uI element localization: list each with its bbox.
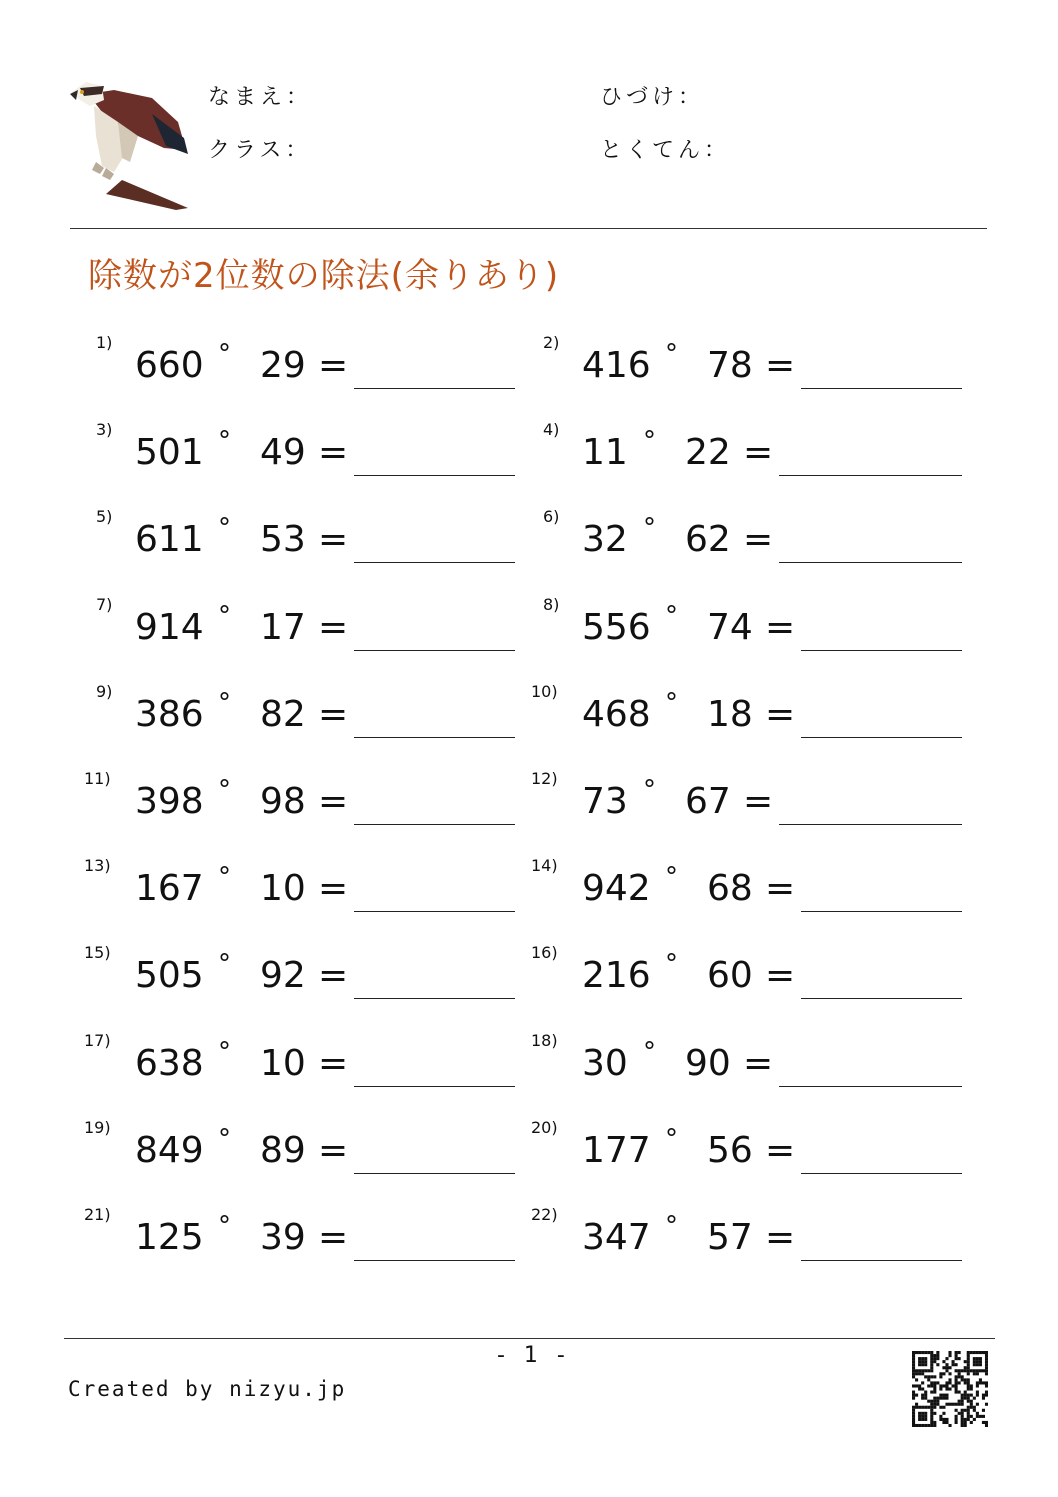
answer-line[interactable]: [801, 1260, 962, 1261]
answer-line[interactable]: [354, 998, 515, 999]
problem-number: 10): [531, 682, 558, 701]
division-operator: °: [665, 601, 678, 631]
problem-item: [529, 1118, 969, 1178]
page-number: - 1 -: [497, 1343, 571, 1368]
problem-number: 21): [84, 1205, 111, 1224]
equals-sign: =: [743, 519, 774, 560]
problem-number: 12): [531, 769, 558, 788]
equals-sign: =: [318, 345, 349, 386]
dividend: 125: [135, 1217, 204, 1258]
dividend: 167: [135, 868, 204, 909]
problem-item: [529, 769, 969, 829]
dividend: 386: [135, 694, 204, 735]
problem-item: [82, 333, 522, 393]
division-operator: °: [218, 1211, 231, 1241]
division-operator: °: [218, 1037, 231, 1067]
dividend: 942: [582, 868, 651, 909]
dividend: 347: [582, 1217, 651, 1258]
divisor: 92: [260, 955, 306, 996]
equals-sign: =: [318, 868, 349, 909]
problem-number: 1): [96, 333, 113, 352]
equals-sign: =: [743, 781, 774, 822]
problem-item: [82, 595, 522, 655]
equals-sign: =: [765, 955, 796, 996]
division-operator: °: [665, 949, 678, 979]
qr-code: [912, 1351, 988, 1427]
dividend: 501: [135, 432, 204, 473]
equals-sign: =: [765, 607, 796, 648]
problem-item: [82, 1118, 522, 1178]
problem-number: 20): [531, 1118, 558, 1137]
problem-number: 16): [531, 943, 558, 962]
equals-sign: =: [318, 955, 349, 996]
equals-sign: =: [743, 1043, 774, 1084]
division-operator: °: [218, 339, 231, 369]
dividend: 611: [135, 519, 204, 560]
date-label: ひづけ：: [600, 85, 705, 110]
problem-number: 11): [84, 769, 111, 788]
answer-line[interactable]: [801, 388, 962, 389]
problem-item: [529, 1205, 969, 1265]
problem-number: 9): [96, 682, 113, 701]
divisor: 67: [685, 781, 731, 822]
divisor: 98: [260, 781, 306, 822]
answer-line[interactable]: [354, 388, 515, 389]
division-operator: °: [665, 688, 678, 718]
problem-item: [82, 769, 522, 829]
divisor: 22: [685, 432, 731, 473]
answer-line[interactable]: [354, 1173, 515, 1174]
division-operator: °: [665, 1124, 678, 1154]
problem-number: 17): [84, 1031, 111, 1050]
problem-number: 15): [84, 943, 111, 962]
answer-line[interactable]: [801, 1173, 962, 1174]
problem-number: 8): [543, 595, 560, 614]
dividend: 638: [135, 1043, 204, 1084]
problem-item: [82, 943, 522, 1003]
problem-number: 13): [84, 856, 111, 875]
answer-line[interactable]: [354, 1086, 515, 1087]
division-operator: °: [665, 339, 678, 369]
equals-sign: =: [765, 868, 796, 909]
dividend: 73: [582, 781, 628, 822]
equals-sign: =: [765, 345, 796, 386]
problem-number: 7): [96, 595, 113, 614]
answer-line[interactable]: [354, 562, 515, 563]
divisor: 56: [707, 1130, 753, 1171]
divisor: 29: [260, 345, 306, 386]
answer-line[interactable]: [354, 1260, 515, 1261]
answer-line[interactable]: [779, 1086, 962, 1087]
problem-number: 19): [84, 1118, 111, 1137]
name-label: なまえ：: [208, 85, 313, 110]
credit-text: Created by nizyu.jp: [68, 1377, 347, 1401]
divisor: 49: [260, 432, 306, 473]
equals-sign: =: [318, 781, 349, 822]
dividend: 416: [582, 345, 651, 386]
division-operator: °: [665, 1211, 678, 1241]
dividend: 30: [582, 1043, 628, 1084]
problem-item: [529, 682, 969, 742]
problem-number: 5): [96, 507, 113, 526]
division-operator: °: [218, 688, 231, 718]
answer-line[interactable]: [354, 475, 515, 476]
division-operator: °: [643, 1037, 656, 1067]
answer-line[interactable]: [801, 998, 962, 999]
problem-number: 22): [531, 1205, 558, 1224]
problem-number: 3): [96, 420, 113, 439]
division-operator: °: [643, 513, 656, 543]
divisor: 57: [707, 1217, 753, 1258]
dividend: 660: [135, 345, 204, 386]
equals-sign: =: [318, 1217, 349, 1258]
problem-number: 6): [543, 507, 560, 526]
equals-sign: =: [318, 694, 349, 735]
problem-item: [529, 856, 969, 916]
problem-item: [529, 333, 969, 393]
answer-line[interactable]: [354, 911, 515, 912]
problem-item: [529, 420, 969, 480]
dividend: 914: [135, 607, 204, 648]
osprey-illustration: [66, 76, 190, 210]
divisor: 60: [707, 955, 753, 996]
divisor: 18: [707, 694, 753, 735]
division-operator: °: [218, 513, 231, 543]
equals-sign: =: [318, 1043, 349, 1084]
problem-item: [82, 856, 522, 916]
dividend: 216: [582, 955, 651, 996]
equals-sign: =: [743, 432, 774, 473]
problem-item: [529, 507, 969, 567]
answer-line[interactable]: [801, 650, 962, 651]
divisor: 68: [707, 868, 753, 909]
divisor: 78: [707, 345, 753, 386]
dividend: 32: [582, 519, 628, 560]
problem-item: [82, 420, 522, 480]
division-operator: °: [665, 862, 678, 892]
division-operator: °: [218, 862, 231, 892]
answer-line[interactable]: [801, 911, 962, 912]
problem-item: [529, 1031, 969, 1091]
division-operator: °: [218, 426, 231, 456]
divisor: 62: [685, 519, 731, 560]
answer-line[interactable]: [801, 737, 962, 738]
dividend: 849: [135, 1130, 204, 1171]
equals-sign: =: [765, 1130, 796, 1171]
equals-sign: =: [318, 607, 349, 648]
equals-sign: =: [318, 432, 349, 473]
dividend: 468: [582, 694, 651, 735]
division-operator: °: [218, 1124, 231, 1154]
equals-sign: =: [765, 1217, 796, 1258]
dividend: 556: [582, 607, 651, 648]
dividend: 11: [582, 432, 628, 473]
dividend: 398: [135, 781, 204, 822]
footer-divider: [64, 1338, 995, 1339]
problem-item: [82, 1205, 522, 1265]
division-operator: °: [218, 775, 231, 805]
divisor: 10: [260, 868, 306, 909]
equals-sign: =: [318, 519, 349, 560]
division-operator: °: [218, 949, 231, 979]
divisor: 10: [260, 1043, 306, 1084]
divisor: 53: [260, 519, 306, 560]
divisor: 90: [685, 1043, 731, 1084]
equals-sign: =: [765, 694, 796, 735]
dividend: 505: [135, 955, 204, 996]
answer-line[interactable]: [354, 737, 515, 738]
problem-item: [82, 1031, 522, 1091]
divisor: 82: [260, 694, 306, 735]
header-divider: [70, 228, 987, 229]
division-operator: °: [218, 601, 231, 631]
problem-number: 4): [543, 420, 560, 439]
worksheet-title: 除数が2位数の除法(余りあり): [88, 256, 560, 296]
divisor: 39: [260, 1217, 306, 1258]
problem-item: [82, 507, 522, 567]
answer-line[interactable]: [779, 824, 962, 825]
problem-item: [529, 595, 969, 655]
answer-line[interactable]: [779, 475, 962, 476]
divisor: 74: [707, 607, 753, 648]
equals-sign: =: [318, 1130, 349, 1171]
class-label: クラス：: [208, 138, 312, 163]
divisor: 17: [260, 607, 306, 648]
division-operator: °: [643, 775, 656, 805]
score-label: とくてん：: [600, 138, 731, 163]
problem-item: [529, 943, 969, 1003]
problem-item: [82, 682, 522, 742]
answer-line[interactable]: [354, 824, 515, 825]
problem-number: 18): [531, 1031, 558, 1050]
answer-line[interactable]: [779, 562, 962, 563]
division-operator: °: [643, 426, 656, 456]
problem-number: 2): [543, 333, 560, 352]
answer-line[interactable]: [354, 650, 515, 651]
dividend: 177: [582, 1130, 651, 1171]
problem-number: 14): [531, 856, 558, 875]
divisor: 89: [260, 1130, 306, 1171]
